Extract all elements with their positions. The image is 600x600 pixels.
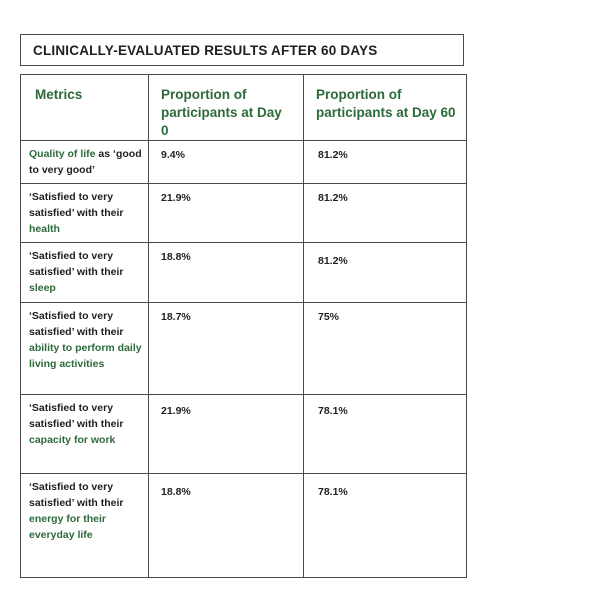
metric-cell [21,395,149,474]
page-title: CLINICALLY-EVALUATED RESULTS AFTER 60 DAYS [20,34,464,66]
table-row [21,474,467,578]
table-row [21,243,467,303]
metric-highlight: sleep [29,282,56,294]
day60-value: 78.1% [304,395,467,474]
results-table [20,74,467,578]
metric-text: ‘Satisfied to very satisfied’ with their [29,250,124,278]
table-row [21,184,467,243]
table-row [21,141,467,184]
metric-text: ‘Satisfied to very satisfied’ with their [29,310,124,338]
day60-value: 75% [304,303,467,395]
day0-value: 18.8% [149,243,304,303]
metric-highlight: capacity for work [29,434,116,446]
header-metrics: Metrics [21,75,149,141]
metric-cell [21,303,149,395]
metric-highlight: energy for their everyday life [29,513,107,541]
day60-value: 81.2% [304,184,467,243]
table-row [21,303,467,395]
metric-highlight: Quality of life [29,148,96,160]
metric-text: ‘Satisfied to very satisfied’ with their [29,481,124,509]
table-row [21,395,467,474]
header-day0: Proportion of participants at Day 0 [149,75,304,141]
metric-cell [21,184,149,243]
header-day60: Proportion of participants at Day 60 [304,75,467,141]
day0-value: 9.4% [149,141,304,184]
metric-text: ‘Satisfied to very satisfied’ with their [29,191,124,219]
metric-text: as ‘good to very good’ [29,148,142,176]
day0-value: 18.7% [149,303,304,395]
day60-value: 81.2% [304,141,467,184]
metric-cell [21,243,149,303]
day0-value: 21.9% [149,395,304,474]
metric-text: ‘Satisfied to very satisfied’ with their [29,402,124,430]
metric-cell [21,474,149,578]
metric-cell [21,141,149,184]
day0-value: 18.8% [149,474,304,578]
day60-value: 78.1% [304,474,467,578]
table-header-row [21,75,467,141]
metric-highlight: ability to perform daily living activities [29,342,142,370]
metric-highlight: health [29,223,60,235]
day0-value: 21.9% [149,184,304,243]
day60-value: 81.2% [304,243,467,303]
